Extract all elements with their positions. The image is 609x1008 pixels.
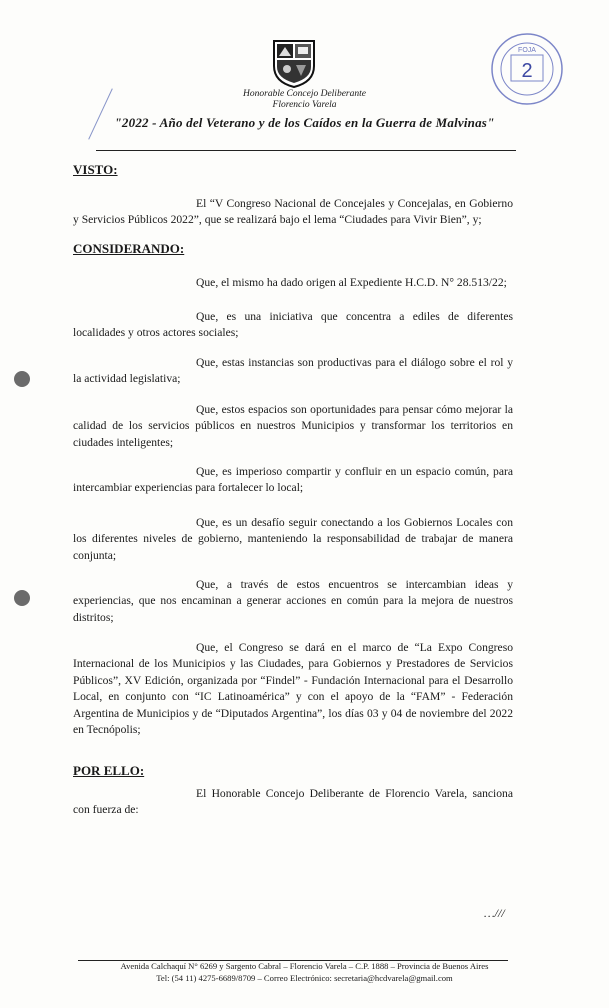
- considerando-heading: CONSIDERANDO:: [73, 241, 185, 256]
- institution-city: Florencio Varela: [272, 100, 337, 110]
- considerando-item: Que, el Congreso se dará en el marco de “La Expo Congreso Internacional de los Municipios y las Ciudades, para Gobiernos y Prestadores de Servicios Públicos”, XV Edición, organizada por “Findel” - Fundación Internacional para el Desarrollo Local, en conjunto con “IC Latinoamérica” y con el apoyo de la “FAM” - Federación Argentina de Municipios y de “Diputados Argentina”, los días 03 y 04 de noviembre del 2022 en Tecnópolis;: [73, 641, 513, 737]
- institution-name: Honorable Concejo Deliberante: [243, 89, 366, 99]
- coat-of-arms-emblem: [271, 38, 317, 88]
- visto-paragraph: El “V Congreso Nacional de Concejales y Concejalas, en Gobierno y Servicios Públicos 2022”, que se realizará bajo el lema “Ciudades para Vivir Bien”, y;: [73, 197, 513, 227]
- continuation-mark: …///: [484, 906, 505, 920]
- considerando-item: Que, el mismo ha dado origen al Expediente H.C.D. N° 28.513/22;: [196, 276, 507, 289]
- stamp-label: FOJA: [518, 47, 536, 54]
- stamp-number: 2: [521, 60, 533, 82]
- considerando-item: Que, es una iniciativa que concentra a ediles de diferentes localidades y otros actores sociales;: [73, 310, 513, 340]
- punch-hole: [14, 590, 30, 606]
- year-motto: "2022 - Año del Veterano y de los Caídos en la Guerra de Malvinas": [114, 115, 495, 130]
- footer-contact: Tel: (54 11) 4275-6689/8709 – Correo Electrónico: secretaria@hcdvarela@gmail.com: [156, 973, 453, 983]
- considerando-item: Que, estos espacios son oportunidades para pensar cómo mejorar la calidad de los servicios públicos en nuestros Municipios y transformar los territorios en ciudades inteligentes;: [73, 403, 513, 449]
- header-divider: [96, 150, 516, 151]
- por-ello-paragraph: El Honorable Concejo Deliberante de Florencio Varela, sanciona con fuerza de:: [73, 787, 513, 817]
- visto-heading: VISTO:: [73, 162, 118, 177]
- considerando-item: Que, es imperioso compartir y confluir en un espacio común, para intercambiar experiencias para fortalecer lo local;: [73, 465, 513, 495]
- considerando-item: Que, a través de estos encuentros se intercambian ideas y experiencias, que nos encaminan a generar acciones en común para la mejora de nuestros distritos;: [73, 578, 513, 624]
- punch-hole: [14, 371, 30, 387]
- footer-address: Avenida Calchaquí N° 6269 y Sargento Cabral – Florencio Varela – C.P. 1888 – Provincia de Buenos Aires: [120, 961, 489, 971]
- por-ello-heading: POR ELLO:: [73, 763, 145, 778]
- considerando-item: Que, estas instancias son productivas para el diálogo sobre el rol y la actividad legislativa;: [73, 356, 513, 386]
- folio-stamp: [489, 31, 565, 107]
- considerando-item: Que, es un desafío seguir conectando a los Gobiernos Locales con los diferentes niveles de gobierno, manteniendo la responsabilidad de trabajar de manera conjunta;: [73, 516, 513, 562]
